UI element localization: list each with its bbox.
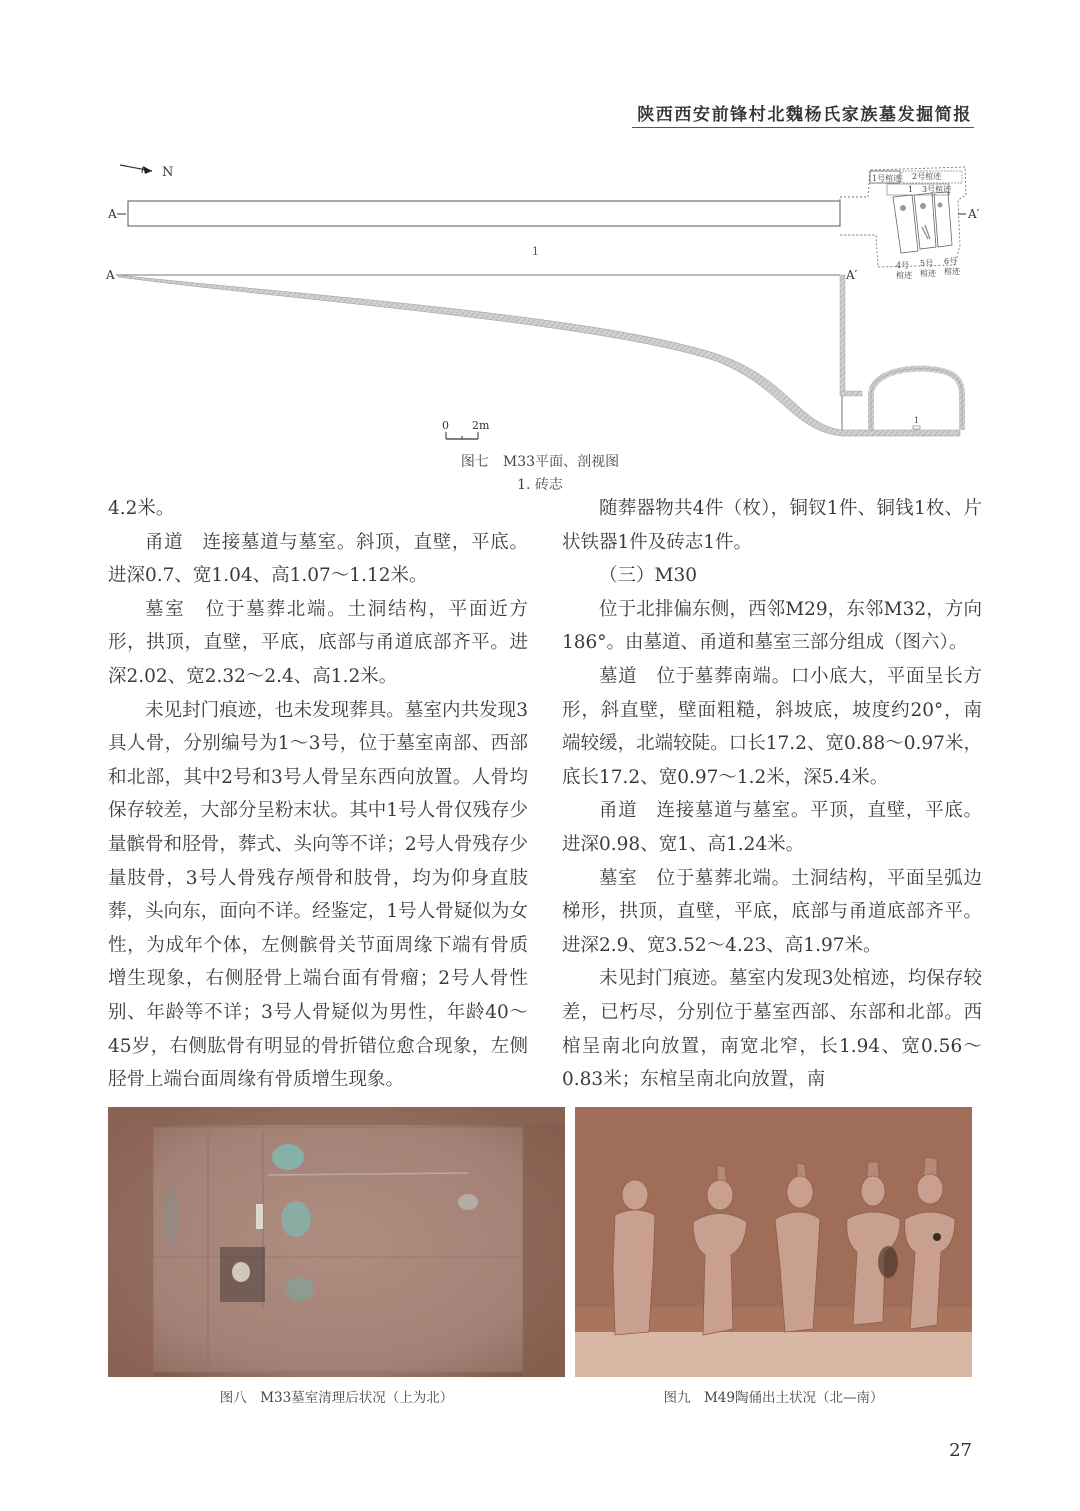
plan-chamber-outline (840, 167, 966, 267)
coffin-label-5-sub: 棺迹 (920, 269, 936, 278)
ramp-floor-section (118, 275, 960, 436)
north-label: N (162, 165, 174, 180)
figure-9-photo (575, 1107, 972, 1377)
scale-end-label: 2m (472, 419, 490, 432)
section-heading: （三）M30 (599, 565, 697, 587)
paragraph: 4.2米。 (108, 498, 175, 519)
plan-label-a: A (108, 207, 117, 221)
plan-marker-1: 1 (532, 245, 539, 258)
body-column-left (108, 492, 528, 1097)
patina-spot (272, 1144, 304, 1170)
running-header-title: 陕西西安前锋村北魏杨氏家族墓发掘简报 (637, 105, 972, 125)
brick-epitaph (256, 1204, 263, 1229)
coffin-label-4-sub: 棺迹 (896, 271, 912, 280)
coffin-label-6: 6号 (944, 257, 958, 266)
plan-section-svg (100, 155, 980, 455)
body-column-right (562, 492, 982, 1097)
paragraph: 随葬器物共4件（枚），铜钗1件、铜钱1枚、片状铁器1件及砖志1件。 (562, 498, 982, 553)
paragraph: 墓道 位于墓葬南端。口小底大，平面呈长方形，斜直壁，壁面粗糙，斜坡底，坡度约20°，南端较缓，北端较陡。口长17.2、宽0.88～0.97米，底长17.2、宽0.97～1.2米，深5.4米。 (562, 665, 982, 788)
coffin-label-3: 3号棺迹 (922, 185, 952, 194)
figure-7-caption: 图七 M33平面、剖视图 (460, 454, 620, 470)
plan-label-a-prime: A′ (968, 207, 980, 221)
figure-7-caption-note: 1. 砖志 (517, 477, 563, 493)
paragraph: 甬道 连接墓道与墓室。平顶，直壁，平底。进深0.98、宽1、高1.24米。 (562, 800, 982, 855)
section-label-a: A (106, 268, 115, 282)
paragraph: 墓室 位于墓葬北端。土洞结构，平面近方形，拱顶，直壁，平底，底部与甬道底部齐平。进深2.02、宽2.32～2.4、高1.2米。 (108, 598, 528, 687)
scale-start-label: 0 (442, 419, 449, 432)
coffin-inner-number: 1 (908, 185, 914, 194)
page-number: 27 (949, 1440, 972, 1461)
coffin-traces (870, 171, 962, 253)
header-rule (632, 127, 974, 128)
coffin-label-1: 1号棺迹 (872, 174, 902, 183)
figure-9-caption: 图九 M49陶俑出土状况（北—南） (663, 1390, 884, 1406)
figure-7-plan-section-drawing (100, 155, 980, 455)
section-label-a-prime: A′ (846, 268, 858, 282)
paragraph: 未见封门痕迹，也未发现葬具。墓室内共发现3具人骨，分别编号为1～3号，位于墓室南部、西部和北部，其中2号和3号人骨呈东西向放置。人骨均保存较差，大部分呈粉末状。其中1号人骨仅残存少量髌骨和胫骨，葬式、头向等不详；2号人骨残存少量肢骨，3号人骨残存颅骨和肢骨，均为仰身直肢葬，头向东，面向不详。经鉴定，1号人骨疑似为女性，为成年个体，左侧髌骨关节面周缘下端有骨质增生现象，右侧胫骨上端台面有骨瘤；2号人骨性别、年龄等不详；3号人骨疑似为男性，年龄40～45岁，右侧肱骨有明显的骨折错位愈合现象，左侧胫骨上端台面周缘有骨质增生现象。 (108, 699, 528, 1091)
north-arrow-icon (120, 165, 152, 174)
paragraph: 甬道 连接墓道与墓室。斜顶，直壁，平底。进深0.7、宽1.04、高1.07～1.12米。 (108, 531, 528, 587)
paragraph: 位于北排偏东侧，西邻M29，东邻M32，方向186°。由墓道、甬道和墓室三部分组成（图六）。 (562, 598, 982, 654)
paragraph: 未见封门痕迹。墓室内发现3处棺迹，均保存较差，已朽尽，分别位于墓室西部、东部和北部。西棺呈南北向放置，南宽北窄，长1.94、宽0.56～0.83米；东棺呈南北向放置，南 (562, 968, 982, 1091)
chamber-marker-1: 1 (914, 416, 920, 425)
paragraph: 墓室 位于墓葬北端。土洞结构，平面呈弧边梯形，拱顶，直壁，平底，底部与甬道底部齐平。进深2.9、宽3.52～4.23、高1.97米。 (562, 867, 982, 956)
scale-bar (446, 432, 478, 439)
coffin-label-5: 5号 (920, 259, 934, 268)
figure-8-caption: 图八 M33墓室清理后状况（上为北） (219, 1390, 454, 1406)
plan-ramp-outline (128, 201, 840, 226)
coffin-label-6-sub: 棺迹 (944, 267, 960, 276)
figure-8-photo (108, 1107, 565, 1377)
coffin-label-2: 2号棺迹 (912, 172, 942, 181)
coffin-label-4: 4号 (896, 261, 910, 270)
